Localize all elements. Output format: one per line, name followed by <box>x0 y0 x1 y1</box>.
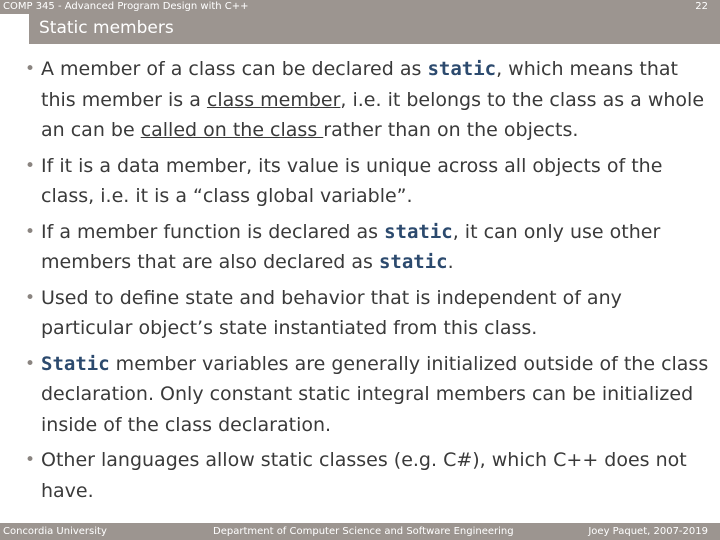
bullet-text: . <box>447 251 454 273</box>
slide-title: Static members <box>39 18 174 38</box>
bullet-item-4 <box>25 283 710 344</box>
bullet-item-2 <box>25 151 710 212</box>
bullet-text: Other languages allow static classes (e.g. C#), which C++ does not have. <box>41 449 687 502</box>
underlined-text: called on the class <box>140 119 324 141</box>
bullet-text: , it can only use other members that are also declared as <box>41 220 661 273</box>
footer-bar <box>0 523 720 540</box>
underlined-text: class member <box>206 88 341 111</box>
page-number: 22 <box>695 1 708 12</box>
bullet-text: rather than on the objects. <box>323 119 579 141</box>
bullet-text: member variables are generally initialized outside of the class declaration. Only constant static integral members can be initialized inside of the class declaration. <box>41 352 709 436</box>
bullet-item-1 <box>25 54 710 146</box>
title-bar <box>29 14 720 44</box>
bullet-text: , i.e. it belongs to the class as a whole an can be <box>41 88 705 141</box>
code-keyword: static <box>378 251 448 273</box>
code-keyword: static <box>384 220 453 243</box>
footer-author: Joey Paquet, 2007-2019 <box>588 526 708 537</box>
bullet-item-5 <box>25 349 710 441</box>
footer-university: Concordia University <box>3 526 107 537</box>
code-keyword: Static <box>41 352 110 375</box>
bullet-item-6 <box>25 445 710 506</box>
bullet-text: Used to define state and behavior that is independent of any particular object’s state instantiated from this class. <box>41 286 622 339</box>
bullet-item-3 <box>25 217 710 278</box>
bullet-text: , which means that this member is a <box>41 58 678 111</box>
header-bar <box>0 0 720 14</box>
course-title: COMP 345 - Advanced Program Design with C++ <box>3 1 249 12</box>
footer-department: Department of Computer Science and Software Engineering <box>213 526 514 537</box>
code-keyword: static <box>427 58 497 80</box>
bullet-list <box>25 54 710 511</box>
bullet-text: If it is a data member, its value is unique across all objects of the class, i.e. it is a “class global variable”. <box>41 154 663 207</box>
bullet-text: If a member function is declared as <box>41 220 385 243</box>
bullet-text: A member of a class can be declared as <box>41 58 428 80</box>
